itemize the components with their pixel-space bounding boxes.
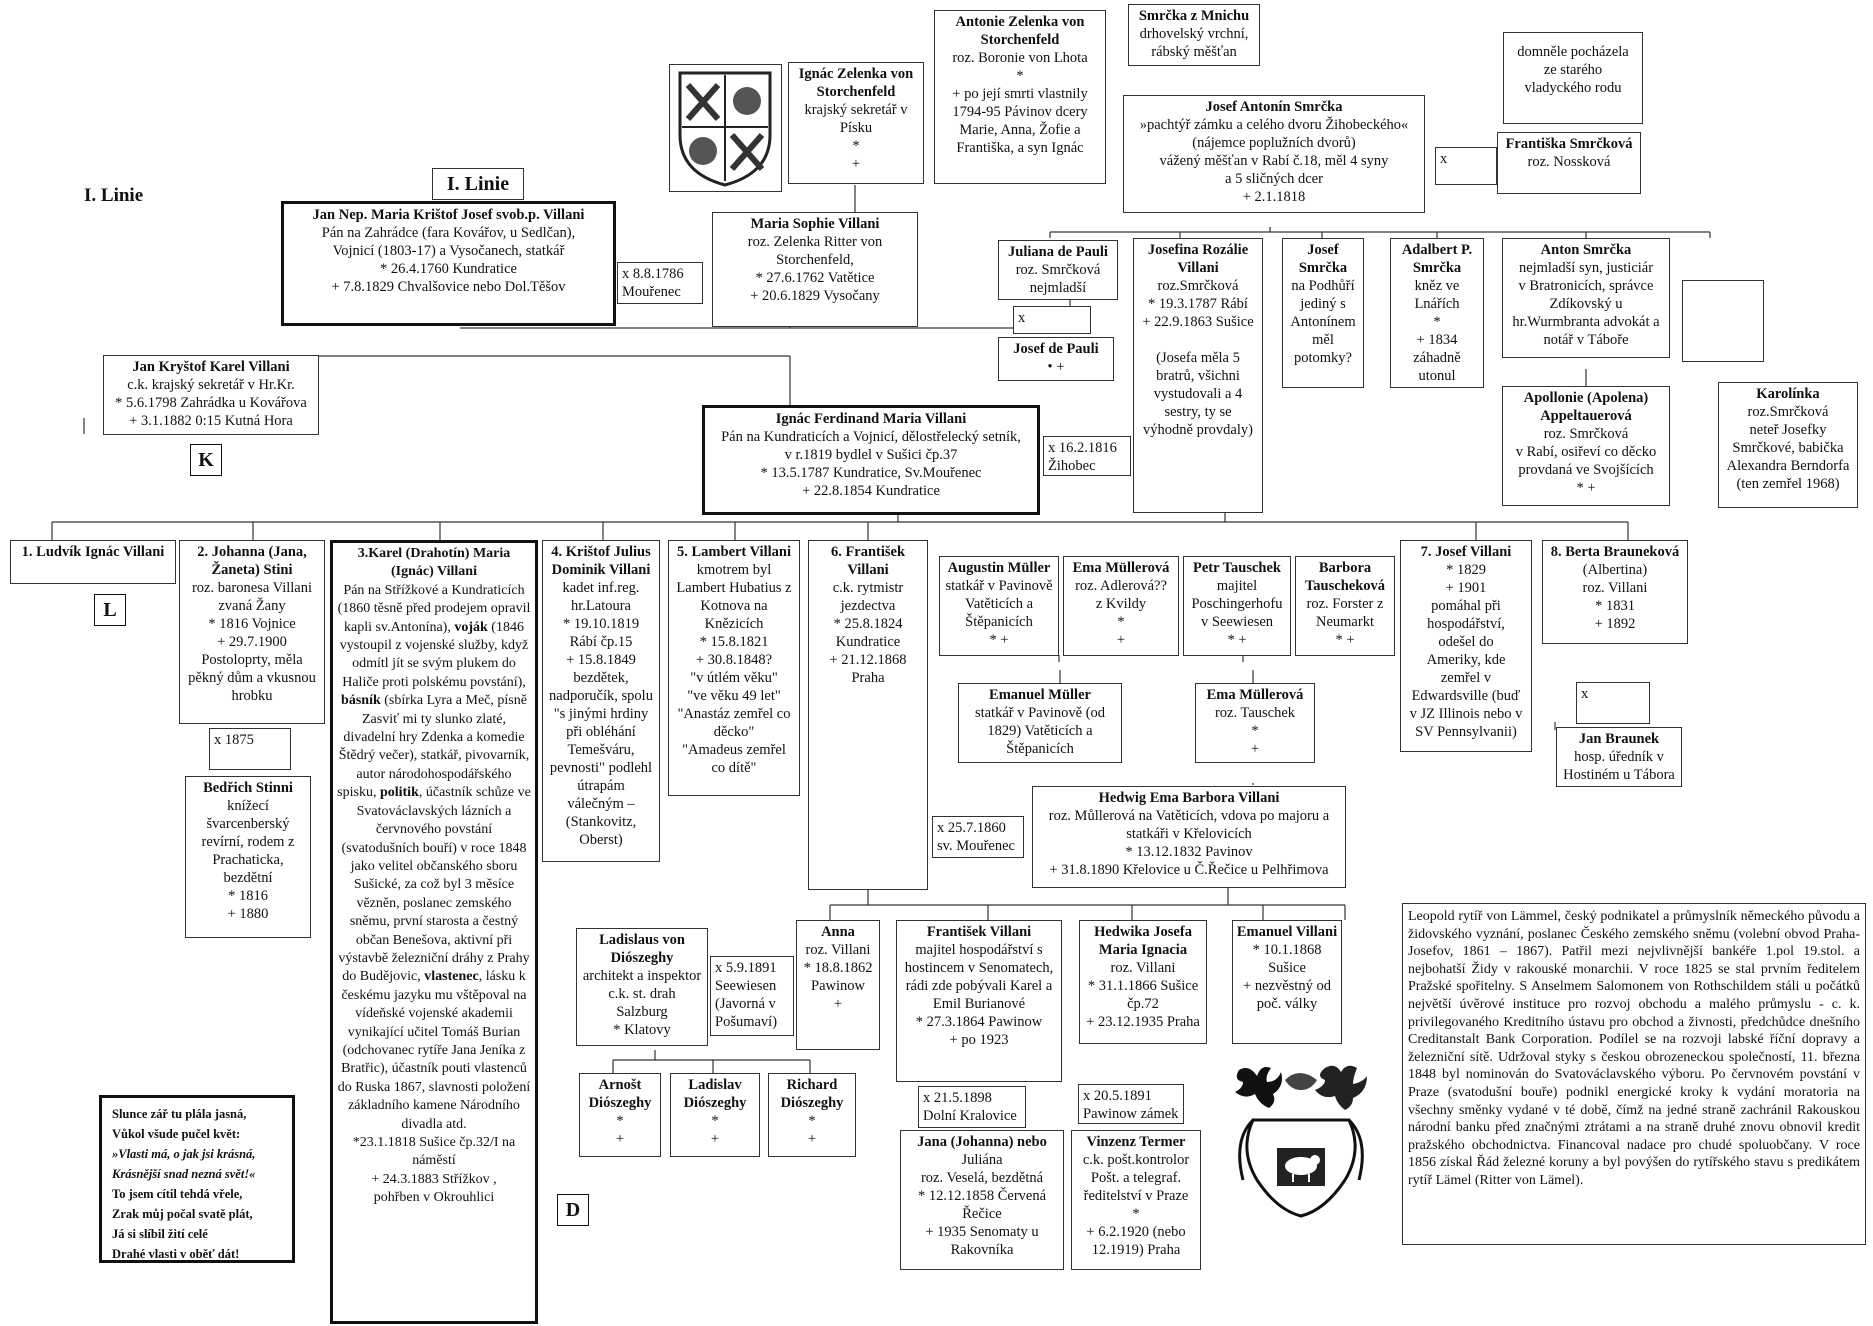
person-petr-tauschek: Petr Tauschek majitel Poschingerhofu v Seewiesen * + <box>1183 556 1291 656</box>
person-smrcka-z-mnichu: Smrčka z Mnichu drhovelský vrchní, rábský měšťan <box>1128 4 1260 66</box>
person-karolinka: Karolínka roz.Smrčková neteř Josefky Smrčkové, babička Alexandra Berndorfa (ten zemřel 1968) <box>1718 382 1858 508</box>
person-augustin-muller: Augustin Müller statkář v Pavinově Vatěticích a Štěpanicích * + <box>939 556 1059 656</box>
person-apollonie-appeltauerova: Apollonie (Apolena) Appeltauerová roz. Smrčková v Rabí, osiřeví co děcko provdaná ve Svojšících * + <box>1502 386 1670 506</box>
letter-l: L <box>94 594 126 626</box>
person-anna-villani: Anna roz. Villani * 18.8.1862 Pawinow + <box>796 920 880 1050</box>
person-bedrich-stinni: Bedřich Stinni knížecí švarcenberský revírní, rodem z Prachaticka, bezdětní * 1816 + 1880 <box>185 776 311 938</box>
marriage-frantisek-hedwig: x 25.7.1860 sv. Mouřenec <box>932 816 1024 858</box>
person-jan-braunek: Jan Braunek hosp. úředník v Hostiném u Tábora <box>1556 727 1682 787</box>
person-hedwika-villani: Hedwika Josefa Maria Ignacia roz. Villani * 31.1.1866 Sušice čp.72 + 23.12.1935 Praha <box>1079 920 1207 1044</box>
person-frantisek-villani-6: 6. František Villani c.k. rytmistr jezdectva * 25.8.1824 Kundratice + 21.12.1868 Praha <box>808 540 928 890</box>
person-ema-mullerova-tauschek: Ema Müllerová roz. Tauschek * + <box>1195 683 1315 763</box>
line-title-left: I. Linie <box>84 185 144 206</box>
person-maria-sophie-villani: Maria Sophie Villani roz. Zelenka Ritter von Storchenfeld, * 27.6.1762 Vatětice + 20.6.1829 Vysočany <box>712 212 918 327</box>
marriage-frantisek-jana: x 21.5.1898 Dolní Kralovice <box>918 1086 1026 1128</box>
person-barbora-tauschekova: Barbora Tauscheková roz. Forster z Neumarkt * + <box>1295 556 1395 656</box>
person-arnost-dioszeghy: Arnošt Diószeghy * + <box>579 1073 661 1157</box>
person-josef-smrcka: Josef Smrčka na Podhůří jediný s Antonínem měl potomky? <box>1282 238 1364 388</box>
person-jan-krystof-villani: Jan Kryštof Karel Villani c.k. krajský sekretář v Hr.Kr. * 5.6.1798 Zahrádka u Kovářova + 3.1.1882 0:15 Kutná Hora <box>103 355 319 435</box>
person-josef-de-pauli: Josef de Pauli • + <box>998 337 1114 381</box>
person-juliana-de-pauli: Juliana de Pauli roz. Smrčková nejmladší <box>998 240 1118 300</box>
letter-d: D <box>557 1194 589 1226</box>
person-emanuel-villani: Emanuel Villani * 10.1.1868 Sušice + nezvěstný od poč. války <box>1232 920 1342 1044</box>
person-anton-smrcka: Anton Smrčka nejmladší syn, justiciár v Bratronicích, správce Zdíkovský u hr.Wurmbranta advokát a notář v Táboře <box>1502 238 1670 358</box>
line-title-center: I. Linie <box>432 168 524 200</box>
eagle-shield-icon <box>1225 1060 1377 1220</box>
person-emanuel-muller: Emanuel Müller statkář v Pavinově (od 1829) Vatěticích a Štěpanicích <box>958 683 1122 763</box>
person-antonie-zelenka: Antonie Zelenka von Storchenfeld roz. Boronie von Lhota * + po její smrti vlastnily 1794-95 Pávinov dcery Marie, Anna, Žofie a Františka, a syn Ignác <box>934 10 1106 184</box>
person-ignac-zelenka: Ignác Zelenka von Storchenfeld krajský sekretář v Písku * + <box>788 62 924 184</box>
person-jan-nep-villani: Jan Nep. Maria Krištof Josef svob.p. Villani Pán na Zahrádce (fara Kovářov, u Sedlčan), Vojnicí (1803-17) a Vysočanech, statkář * 26.4.1760 Kundratice + 7.8.1829 Chvalšovice nebo Dol.Těšov <box>281 201 616 326</box>
person-ignac-ferdinand-villani: Ignác Ferdinand Maria Villani Pán na Kundraticích a Vojnicí, dělostřelecký setník, v r.1819 bydlel v Sušici čp.37 * 13.5.1787 Kundratice, Sv.Mouřenec + 22.8.1854 Kundratice <box>702 405 1040 515</box>
person-josefina-villani: Josefina Rozálie Villani roz.Smrčková * 19.3.1787 Rábí + 22.9.1863 Sušice (Josefa měla 5 bratrů, všichni vystudovali a 4 sestry, ty se výhodně provdaly) <box>1133 238 1263 513</box>
person-kristof-villani: 4. Krištof Julius Dominik Villani kadet inf.reg. hr.Latoura * 19.10.1819 Rábí čp.15 + 15.8.1849 bezdětek, nadporučík, spolu "s jinými hrdiny při obléhání Temešváru, pevnosti" podlehl útrapám válečným – (Stankovitz, Oberst) <box>542 540 660 862</box>
shield-icon <box>670 65 781 191</box>
marriage-juliana: x <box>1013 306 1091 334</box>
person-lambert-villani: 5. Lambert Villani kmotrem byl Lambert Hubatius z Kotnova na Knězicích * 15.8.1821 + 30.8.1848? "v útlém věku" "ve věku 49 let" "Anastáz zemřel co děcko" "Amadeus zemřel co dítě" <box>668 540 800 796</box>
person-frantisek-villani: František Villani majitel hospodářství s hostincem v Senomatech, rádi zde pobývali Karel a Emil Burianové * 27.3.1864 Pawinow + po 1923 <box>896 920 1062 1082</box>
note-domnele: domněle pocházela ze starého vladyckého rodu <box>1503 32 1643 124</box>
person-adalbert-smrcka: Adalbert P. Smrčka kněz ve Lnářích * + 1834 záhadně utonul <box>1390 238 1484 388</box>
coat-of-arms-lammel <box>1225 1060 1377 1220</box>
marriage-anna: x 5.9.1891 Seewiesen (Javorná v Pošumaví) <box>710 956 794 1036</box>
person-karel-villani: 3.Karel (Drahotín) Maria (Ignác) Villani Pán na Střížkové a Kundraticích (1860 těsně před prodejem opravil kapli sv.Antonína), voják (1846 vystoupil z vojenské služby, když odmítl jít se svým plukem do Haliče proti polskému povstání), básník (sbírka Lyra a Meč, písně Zasviť mi ty slunko zlaté, divadelní hry Zdenka a komedie Štědrý večer), statkář, pivovarník, autor národohospodářského spisku, politik, účastník schůze ve Svatováclavských lázních a červnového povstání (svatodušních bouří) v roce 1848 jako velitel občanského sboru Sušické, za což byl 3 měsíce vězněn, poslanec zemského sněmu, první starosta a čestný občan Benešova, aktivní při výstavbě železniční dráhy z Prahy do Budějovic, vlastenec, lásku k českému jazyku mu vštěpoval na vídeňské vojenské akademii vynikající učitel Tomáš Burian (odchovanec rytíře Jana Jeníka z Bratřic), účastník pouti vlastenců do Ruska 1867, slavnosti položení základního kamene Národního divadla atd. *23.1.1818 Sušice čp.32/I na náměstí + 24.3.1883 Střížkov , pohřben v Okrouhlici <box>330 540 538 1324</box>
marriage-johanna: x 1875 <box>209 728 291 770</box>
person-berta-braunekova: 8. Berta Brauneková (Albertina) roz. Villani * 1831 + 1892 <box>1542 540 1688 644</box>
person-jana-vesela: Jana (Johanna) nebo Juliána roz. Veselá, bezdětná * 12.12.1858 Červená Řečice + 1935 Senomaty u Rakovníka <box>900 1130 1064 1270</box>
person-josef-villani-7: 7. Josef Villani * 1829 + 1901 pomáhal při hospodářství, odešel do Ameriky, kde zemřel v Edwardsville (buď v JZ Illinois nebo v SV Pennsylvanii) <box>1400 540 1532 752</box>
person-hedwig-villani: Hedwig Ema Barbora Villani roz. Můllerová na Vatěticích, vdova po majoru a statkáři v Křelovicích * 13.12.1832 Pavinov + 31.8.1890 Křelovice u Č.Řečice u Pelhřimova <box>1032 786 1346 888</box>
poem-box: Slunce zář tu plála jasná, Vůkol všude pučel květ: »Vlasti má, o jak jsi krásná, Krásnější snad nezná svět!« To jsem cítil tehdá vřele, Zrak můj počal svatě plát, Já si slíbil žití celé Drahé vlasti v oběť dát! <box>99 1095 295 1263</box>
letter-k: K <box>190 444 222 476</box>
empty-box <box>1682 280 1764 362</box>
marriage-hedwika-vinzenz: x 20.5.1891 Pawinow zámek <box>1078 1084 1184 1124</box>
person-ludvik-villani: 1. Ludvík Ignác Villani <box>10 540 176 584</box>
marriage-frantiska: x <box>1435 147 1497 185</box>
person-ladislaus-dioszeghy: Ladislaus von Diószeghy architekt a inspektor c.k. st. drah Salzburg * Klatovy <box>576 928 708 1046</box>
marriage-berta: x <box>1576 682 1650 724</box>
person-johanna-stini: 2. Johanna (Jana, Žaneta) Stini roz. baronesa Villani zvaná Žany * 1816 Vojnice + 29.7.1900 Postoloprty, měla pěkný dům a vkusnou hrobku <box>179 540 325 724</box>
marriage-ignac-josefina: x 16.2.1816 Žihobec <box>1043 436 1131 476</box>
lammel-biography: Leopold rytíř von Lämmel, český podnikatel a průmyslník německého původu a židovského vyznání, poslanec Českého zemského sněmu (volební obvod Praha-Josefov, 1861 – 1867). Patřil mezi nejvlivnější bankéře 1.pol 19.stol. a nejbohatší Židy v rakouské monarchii. V roce 1825 se stal prvním ředitelem Pražské spořitelny. S Anselmem Salomonem von Rothschildem stáli u počátků největší úvěrové instituce pro rozvoj obchodu a malého průmyslu - c. k. privilegovaného Kreditního ústavu pro obchod a živnosti, předchůdce dnešního Creditanstalt Bank Corporation. Podílel se na rozvoji labské říční dopravy a železniční sítě. Udržoval styky s českou obrozeneckou společností, 11. března 1848 byl nominován do Svatováclavského výboru. Po červnovém povstání v Praze (svatodušní bouře) podnikl energické kroky k vydání moratoria na všechny směnky vydané v té době, čímž na jedné straně zachránil Rakouskou národní banku před značnými ztrátami a na straně druhé znovu obnovil kredit pražského obchodnictva. Financoval nadace pro chudé spoluobčany. V roce 1856 získal Řád železné koruny a byl povýšen do rytířského stavu s predikátem rytíř Lämel (Ritter von Lämel). <box>1402 903 1866 1245</box>
coat-of-arms-zelenka <box>669 64 782 192</box>
marriage-jan-maria: x 8.8.1786 Mouřenec <box>617 262 703 304</box>
person-vinzenz-termer: Vinzenz Termer c.k. pošt.kontrolor Pošt. a telegraf. ředitelství v Praze * + 6.2.1920 (nebo 12.1919) Praha <box>1071 1130 1201 1270</box>
person-frantiska-smrckova: Františka Smrčková roz. Nossková <box>1497 132 1641 194</box>
person-josef-antonin-smrcka: Josef Antonín Smrčka »pachtýř zámku a celého dvoru Žihobeckého« (nájemce poplužních dvorů) vážený měšťan v Rabí č.18, měl 4 syny a 5 sličných dcer + 2.1.1818 <box>1123 95 1425 213</box>
person-ema-mullerova-adler: Ema Müllerová roz. Adlerová?? z Kvildy * + <box>1063 556 1179 656</box>
person-richard-dioszeghy: Richard Diószeghy * + <box>768 1073 856 1157</box>
person-ladislav-dioszeghy: Ladislav Diószeghy * + <box>670 1073 760 1157</box>
